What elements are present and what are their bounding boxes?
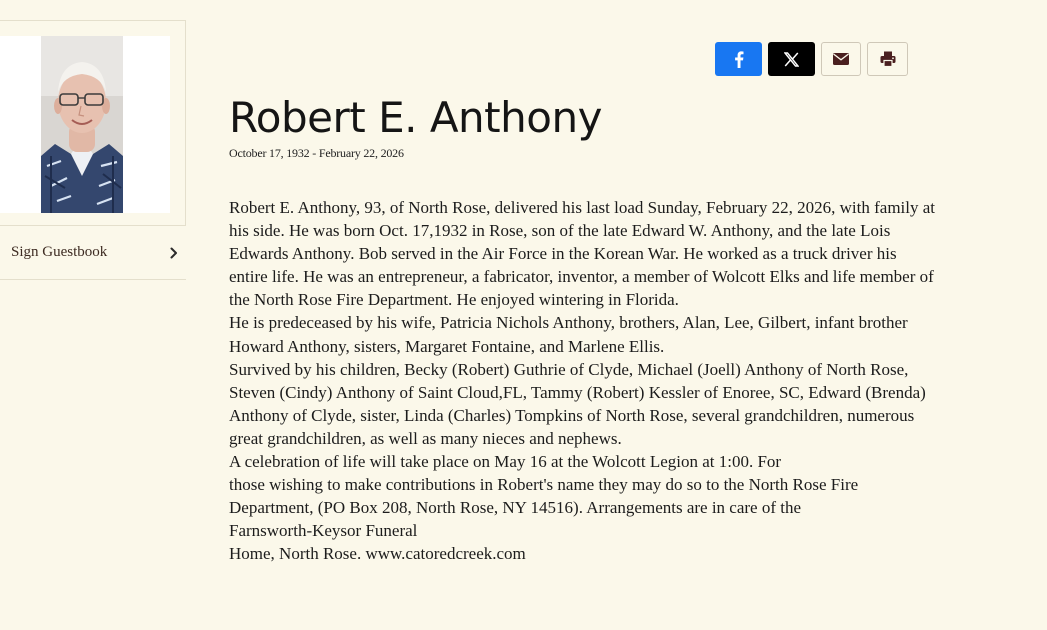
obituary-paragraph: Home, North Rose. www.catoredcreek.com <box>229 544 526 564</box>
x-icon <box>784 52 799 67</box>
obituary-paragraph: Robert E. Anthony, 93, of North Rose, delivered his last load Sunday, February 22, 2026, with family at his side. He was born Oct. 17,1932 in Rose, son of the late Edward W. Anthony, and the late Lois Edwards Anthony. Bob served in the Air Force in the Korean War. He worked as a truck driver his entire life. He was an entrepreneur, a fabricator, inventor, a member of Wolcott Elks and life member of the North Rose Fire Department. He enjoyed wintering in Florida. <box>229 198 936 310</box>
obituary-paragraph: He is predeceased by his wife, Patricia Nichols Anthony, brothers, Alan, Lee, Gilbert, infant brother Howard Anthony, sisters, Margaret Fontaine, and Marlene Ellis. <box>229 313 908 356</box>
obituary-paragraph: A celebration of life will take place on May 16 at the Wolcott Legion at 1:00. For <box>229 452 782 472</box>
email-icon <box>833 53 849 65</box>
facebook-share-button[interactable] <box>715 42 762 76</box>
email-share-button[interactable] <box>821 42 861 76</box>
life-dates: October 17, 1932 - February 22, 2026 <box>229 146 404 160</box>
sign-guestbook-label: Sign Guestbook <box>11 244 108 260</box>
obituary-content <box>229 90 939 566</box>
facebook-icon <box>734 51 744 68</box>
print-icon <box>880 51 896 67</box>
photo-frame <box>0 36 170 213</box>
obituary-paragraph: those wishing to make contributions in Robert's name they may do so to the North Rose Fire Department, (PO Box 208, North Rose, NY 14516). Arrangements are in care of the <box>229 475 859 518</box>
sign-guestbook-link[interactable] <box>0 226 186 280</box>
obituary-text <box>229 196 939 566</box>
photo-card <box>0 20 186 226</box>
chevron-right-icon <box>170 247 178 259</box>
deceased-name: Robert E. Anthony <box>229 93 602 142</box>
print-button[interactable] <box>867 42 908 76</box>
share-bar <box>715 42 908 76</box>
obituary-photo[interactable] <box>41 36 123 213</box>
sidebar <box>0 20 186 280</box>
obituary-paragraph: Survived by his children, Becky (Robert) Guthrie of Clyde, Michael (Joell) Anthony of North Rose, Steven (Cindy) Anthony of Saint Cloud,FL, Tammy (Robert) Kessler of Enoree, SC, Edward (Brenda) Anthony of Clyde, sister, Linda (Charles) Tompkins of North Rose, several grandchildren, numerous great grandchildren, as well as many nieces and nephews. <box>229 359 926 448</box>
obituary-paragraph: Farnsworth-Keysor Funeral <box>229 521 418 541</box>
x-share-button[interactable] <box>768 42 815 76</box>
